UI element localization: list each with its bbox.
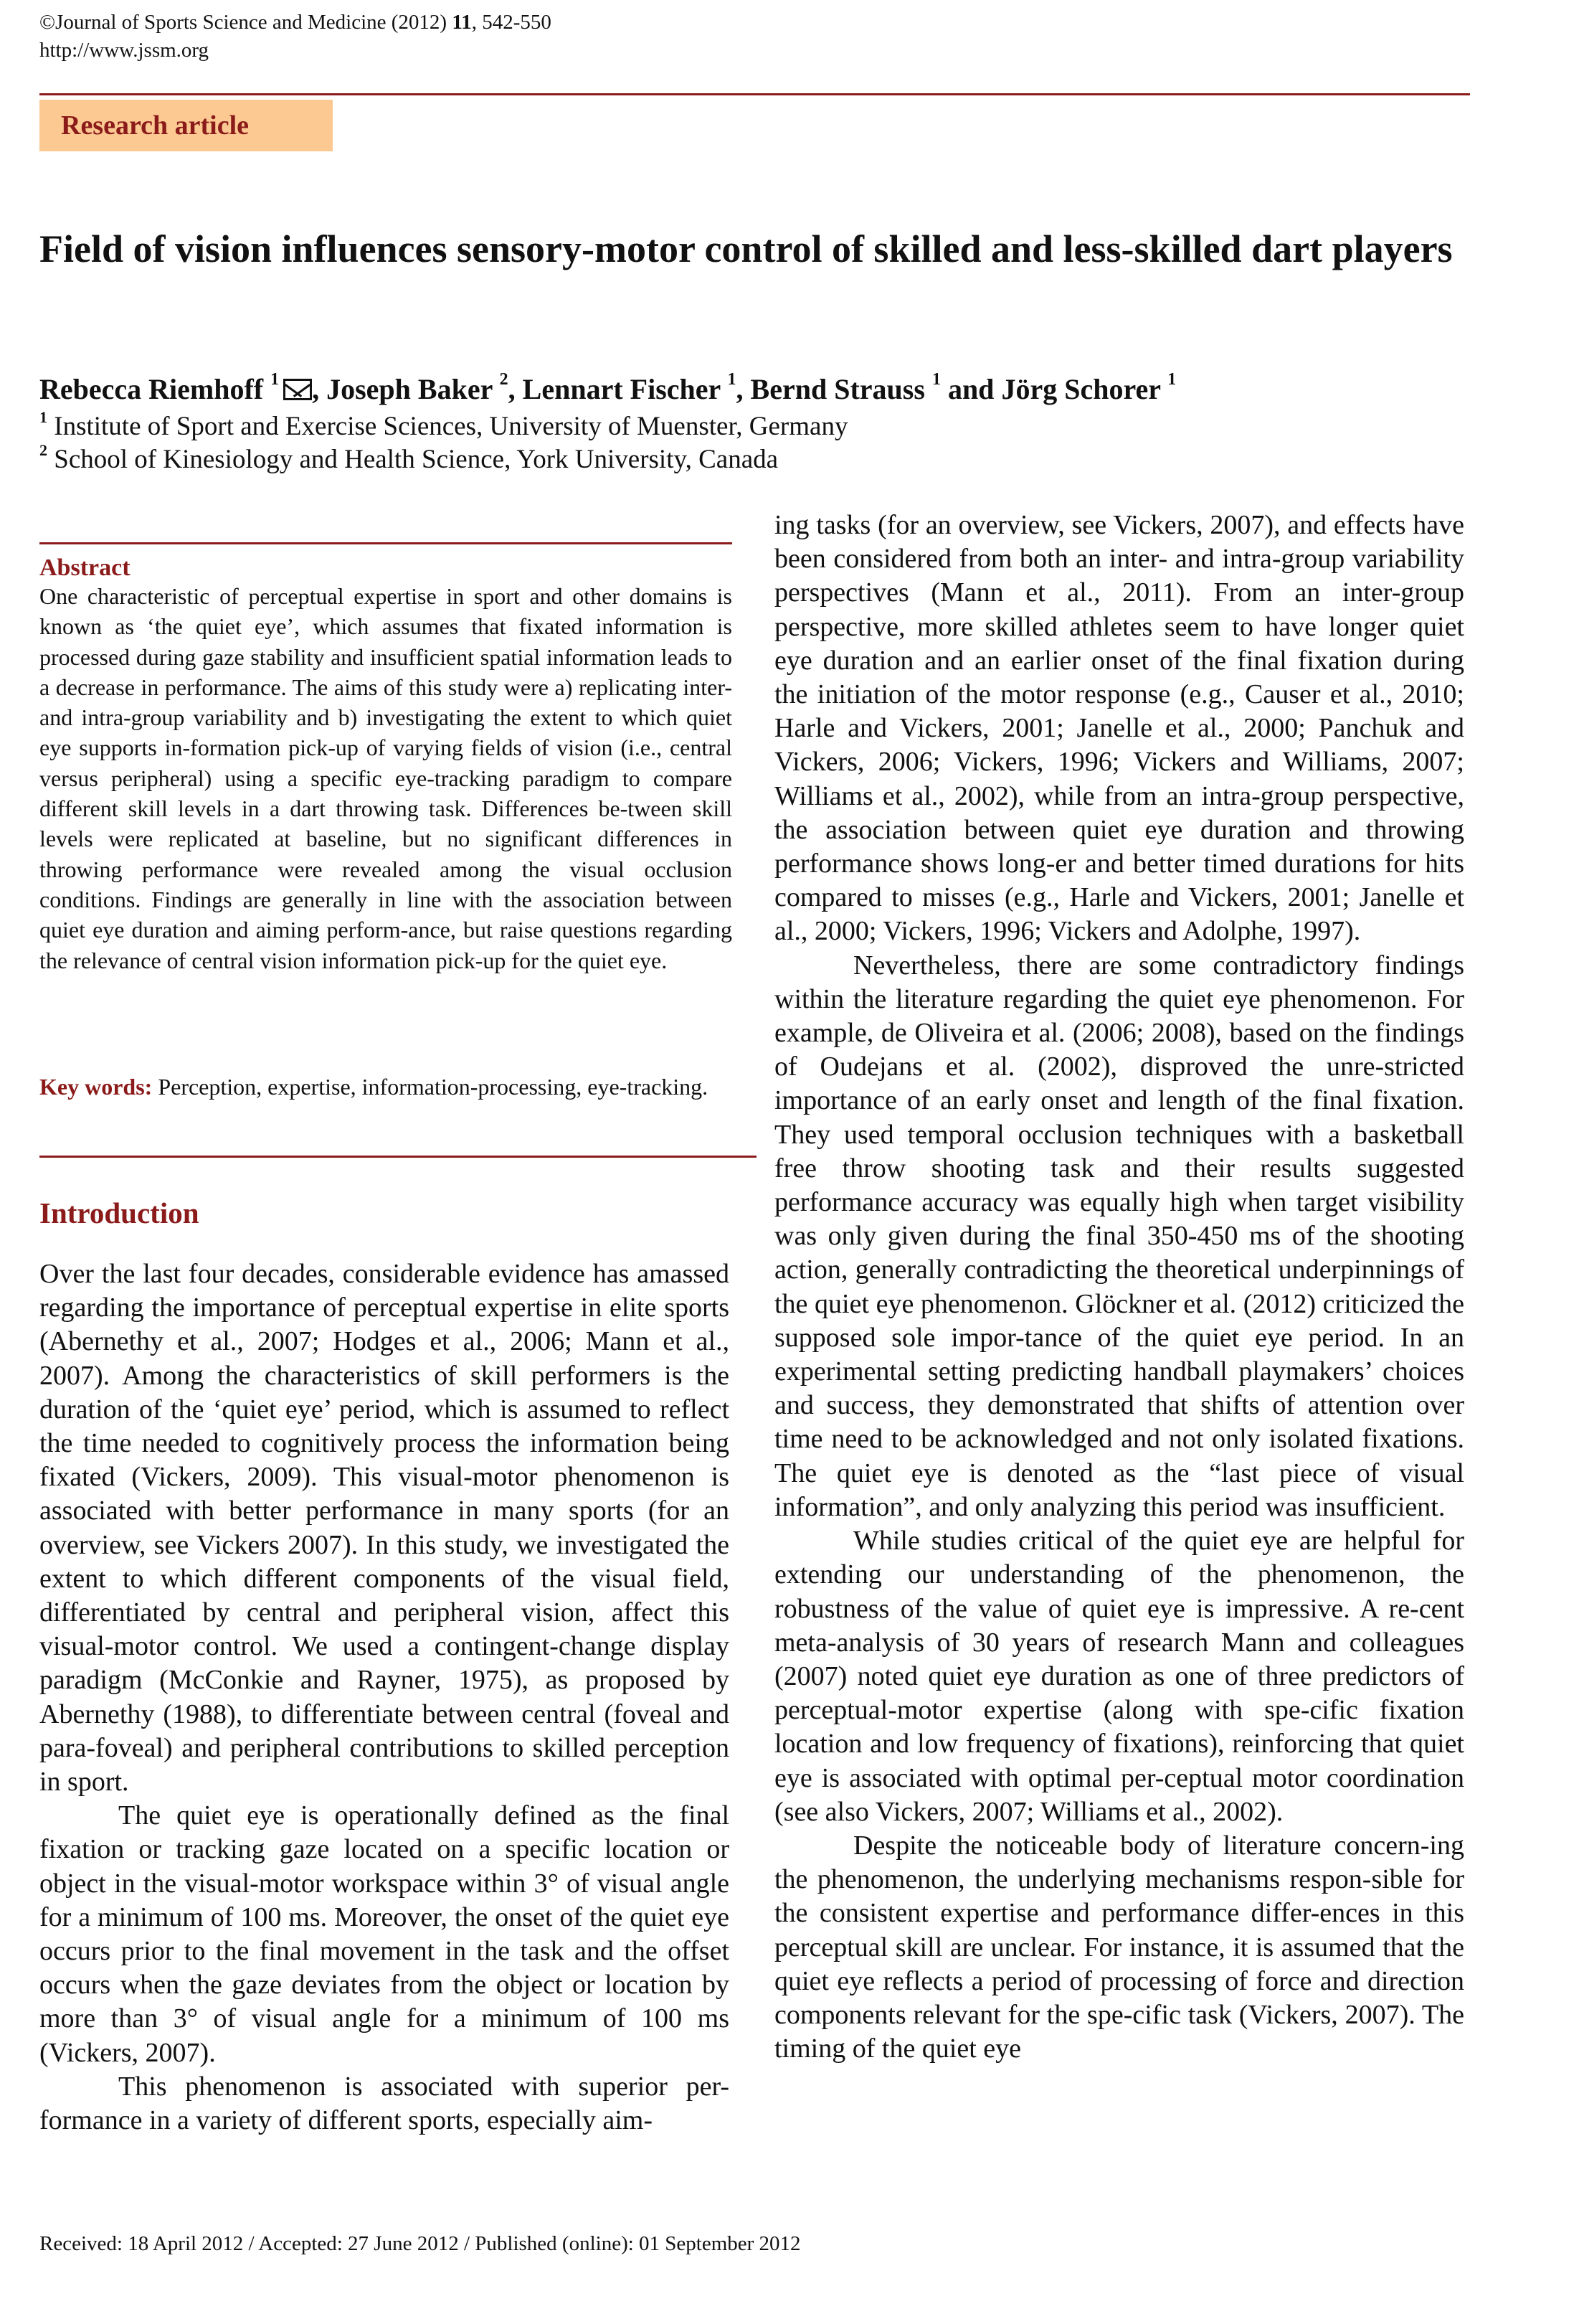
paragraph: ing tasks (for an overview, see Vickers, 2007), and effects have been considered from both an inter- and intra-group variability perspectives (Mann et al., 2011). From an inter-group perspective, more skilled athletes seem to have longer quiet eye duration and an earlier onset of the final fixation during the initiation of the motor response (e.g., Causer et al., 2010; Harle and Vickers, 2001; Janelle et al., 2000; Panchuk and Vickers, 2006; Vickers, 1996; Vickers and Williams, 2007; Williams et al., 2002), while from an intra-group perspective, the association between quiet eye duration and throwing performance shows long-er and better timed durations for hits compared to misses (e.g., Harle and Vickers, 2001; Janelle et al., 2000; Vickers, 1996; Vickers and Adolphe, 1997). [774, 510, 1464, 947]
author-2: Joseph Baker $^2$ [326, 370, 508, 405]
article-type-tag [39, 100, 333, 151]
paragraph: The quiet eye is operationally defined as the final fixation or tracking gaze located on a specific location or object in the visual-motor workspace within 3° of visual angle for a minimum of 100 ms. Moreover, the onset of the quiet eye occurs prior to the final movement in the task and the offset occurs when the gaze deviates from the object or location by more than 3° of visual angle for a minimum of 100 ms (Vickers, 2007). [39, 1800, 729, 2068]
abstract-top-rule [39, 542, 732, 544]
paragraph: Despite the noticeable body of literature concern-ing the phenomenon, the underlying mechanisms respon-sible for the consistent expertise and performance differ-ences in this perceptual skill are unclear. For instance, it is assumed that the quiet eye reflects a period of processing of force and direction components relevant for the spe-cific task (Vickers, 2007). The timing of the quiet eye [774, 1830, 1464, 2064]
journal-volume: 11 [452, 11, 472, 34]
paragraph: Over the last four decades, considerable evidence has amassed regarding the importance of perceptual expertise in elite sports (Abernethy et al., 2007; Hodges et al., 2006; Mann et al., 2007). Among the characteristics of skill performers is the duration of the ‘quiet eye’ period, which is assumed to reflect the time needed to cognitively process the information being fixated (Vickers, 2009). This visual-motor phenomenon is associated with better performance in many sports (for an overview, see Vickers 2007). In this study, we investigated the extent to which different components of the visual field, differentiated by central and peripheral vision, affect this visual-motor control. We used a contingent-change display paradigm (McConkie and Rayner, 1975), as proposed by Abernethy (1988), to differentiate between central (foveal and para-foveal) and peripheral contributions to skilled perception in sport. [39, 1259, 729, 1798]
journal-citation [39, 10, 551, 34]
journal-prefix: ©Journal of Sports Science and Medicine (2012) [39, 11, 452, 34]
keywords-label: Key words: [39, 1074, 153, 1100]
abstract-text: One characteristic of perceptual expertise in sport and other domains is known as ‘the quiet eye’, which assumes that fixated information is processed during gaze stability and insufficient spatial information leads to a decrease in performance. The aims of this study were a) replicating inter- and intra-group variability and b) investigating the extent to which quiet eye supports in-formation pick-up of varying fields of vision (i.e., central versus peripheral) using a specific eye-tracking paradigm to compare different skill levels in a dart throwing task. Differences be-tween skill levels were replicated at baseline, but no significant differences in throwing performance were revealed among the visual occlusion conditions. Findings are generally in line with the association between quiet eye duration and aiming perform-ance, but raise questions regarding the relevance of central vision information pick-up for the quiet eye. [39, 583, 732, 973]
left-column [39, 1257, 729, 2138]
publication-dates: Received: 18 April 2012 / Accepted: 27 June 2012 / Published (online): 01 September 2012 [39, 2232, 801, 2255]
journal-url[interactable]: http://www.jssm.org [39, 39, 209, 62]
keywords-text: Perception, expertise, information-processing, eye-tracking. [152, 1074, 708, 1100]
abstract-heading: Abstract [39, 554, 131, 581]
paragraph: While studies critical of the quiet eye are helpful for extending our understanding of the phenomenon, the robustness of the value of quiet eye is impressive. A re-cent meta-analysis of 30 years of research Mann and colleagues (2007) noted quiet eye duration as one of three predictors of perceptual-motor expertise (along with spe-cific fixation location and low frequency of fixations), reinforcing that quiet eye is associated with optimal per-ceptual motor coordination (see also Vickers, 2007; Williams et al., 2002). [774, 1526, 1464, 1827]
corresponding-author-mail-icon[interactable] [283, 379, 312, 400]
right-column [774, 509, 1464, 2066]
introduction-heading: Introduction [39, 1196, 199, 1229]
affiliation-2: $^2$ School of Kinesiology and Health Science, York University, Canada [39, 441, 779, 474]
header-rule [39, 93, 1470, 95]
article-type-label: Research article [61, 110, 250, 141]
article-title: Field of vision influences sensory-motor control of skilled and less-skilled dart players [39, 227, 1453, 270]
author-5: Jörg Schorer $^1$ [1001, 370, 1177, 405]
affiliation-1: $^1$ Institute of Sport and Exercise Sciences, University of Muenster, Germany [39, 408, 848, 441]
author-3: Lennart Fischer $^1$ [522, 370, 736, 405]
author-4: Bernd Strauss $^1$ [750, 370, 941, 405]
paragraph: This phenomenon is associated with superior per-formance in a variety of different sports, especially aim- [39, 2071, 729, 2136]
paragraph: Nevertheless, there are some contradictory findings within the literature regarding the quiet eye phenomenon. For example, de Oliveira et al. (2006; 2008), based on the findings of Oudejans et al. (2002), disproved the unre-stricted importance of an early onset and length of the final fixation. They used temporal occlusion techniques with a basketball free throw shooting task and their results suggested performance accuracy was equally high when target visibility was only given during the final 350-450 ms of the shooting action, generally contradicting the theoretical underpinnings of the quiet eye phenomenon. Glöckner et al. (2012) criticized the supposed sole impor-tance of the quiet eye period. In an experimental setting predicting handball playmakers’ choices and success, they demonstrated that shifts of attention over time need to be acknowledged and not only isolated fixations. The quiet eye is denoted as the “last piece of visual information”, and only analyzing this period was insufficient. [774, 950, 1464, 1522]
journal-pages: , 542-550 [471, 11, 551, 34]
author-1: Rebecca Riemhoff $^1$ [39, 373, 312, 405]
keywords [39, 1072, 732, 1102]
author-list: Rebecca Riemhoff $^1$ , Joseph Baker $^2$, Lennart Fischer $^1$, Bernd Strauss $^1$ and Jörg Schorer $^1$ [39, 370, 1177, 405]
abstract-bottom-rule [39, 1156, 757, 1158]
